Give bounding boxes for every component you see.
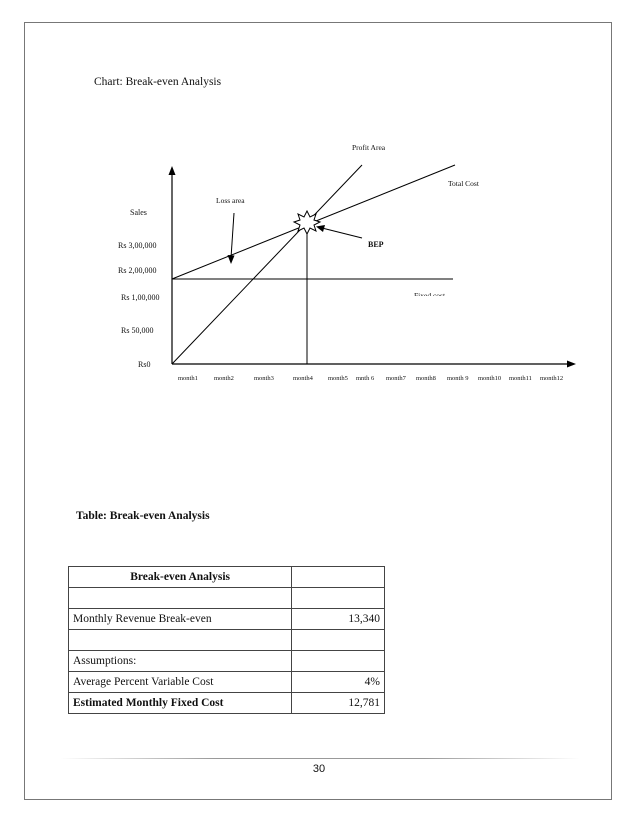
x-tick-label: month2 xyxy=(214,375,234,382)
y-tick-label: Rs 3,00,000 xyxy=(118,241,157,250)
table-caption: Table: Break-even Analysis xyxy=(76,510,210,522)
y-axis-arrow xyxy=(169,166,176,175)
table-row xyxy=(69,588,385,609)
y-tick-label: Rs0 xyxy=(138,360,151,369)
break-even-table xyxy=(68,566,385,714)
x-tick-label: month8 xyxy=(416,375,436,382)
sales-line xyxy=(172,165,362,364)
y-tick-label: Rs 2,00,000 xyxy=(118,266,157,275)
x-tick-label: month5 xyxy=(328,375,348,382)
x-tick-label: month1 xyxy=(178,375,198,382)
x-tick-label: month12 xyxy=(540,375,564,382)
row-value xyxy=(292,651,385,672)
row-value xyxy=(292,588,385,609)
row-label: Average Percent Variable Cost xyxy=(69,672,292,693)
row-label: Break-even Analysis xyxy=(69,567,292,588)
row-value xyxy=(292,630,385,651)
footer-divider xyxy=(60,758,580,759)
table-row xyxy=(69,672,385,693)
row-value: 12,781 xyxy=(292,693,385,714)
x-tick-label: month4 xyxy=(293,375,313,382)
fixed-cost-label: Fixed cost xyxy=(414,291,446,300)
x-tick-label: month7 xyxy=(386,375,406,382)
row-value: 4% xyxy=(292,672,385,693)
total-cost-label: Total Cost xyxy=(448,179,479,188)
chart-caption: Chart: Break-even Analysis xyxy=(94,76,222,88)
row-value: 13,340 xyxy=(292,609,385,630)
x-axis-arrow xyxy=(567,361,576,368)
x-tick-label: month11 xyxy=(509,375,532,382)
y-axis-title: Sales xyxy=(130,208,147,217)
x-tick-label: mnth 6 xyxy=(356,375,375,382)
row-label: Estimated Monthly Fixed Cost xyxy=(69,693,292,714)
row-value xyxy=(292,567,385,588)
row-label xyxy=(69,630,292,651)
table-row xyxy=(69,630,385,651)
x-tick-label: month 9 xyxy=(447,375,469,382)
y-tick-labels xyxy=(118,208,159,369)
row-label: Monthly Revenue Break-even xyxy=(69,609,292,630)
annotations xyxy=(216,143,480,249)
loss-area-arrow xyxy=(231,213,234,258)
page-number: 30 xyxy=(312,763,326,775)
x-tick-labels xyxy=(178,375,563,382)
table-row xyxy=(69,609,385,630)
row-label: Assumptions: xyxy=(69,651,292,672)
bep-arrow xyxy=(322,228,362,238)
bep-label: BEP xyxy=(368,240,384,249)
x-tick-label: month3 xyxy=(254,375,274,382)
table-row xyxy=(69,651,385,672)
bep-marker xyxy=(294,211,320,234)
y-tick-label: Rs 1,00,000 xyxy=(121,293,160,302)
table-row xyxy=(69,567,385,588)
loss-area-label: Loss area xyxy=(216,196,245,205)
bep-arrowhead xyxy=(316,225,325,232)
fixed-cost-label-clip xyxy=(414,291,446,300)
y-tick-label: Rs 50,000 xyxy=(121,326,154,335)
table-row xyxy=(69,693,385,714)
loss-area-arrowhead xyxy=(228,255,235,264)
row-label xyxy=(69,588,292,609)
x-tick-label: month10 xyxy=(478,375,502,382)
profit-area-label: Profit Area xyxy=(352,143,386,152)
